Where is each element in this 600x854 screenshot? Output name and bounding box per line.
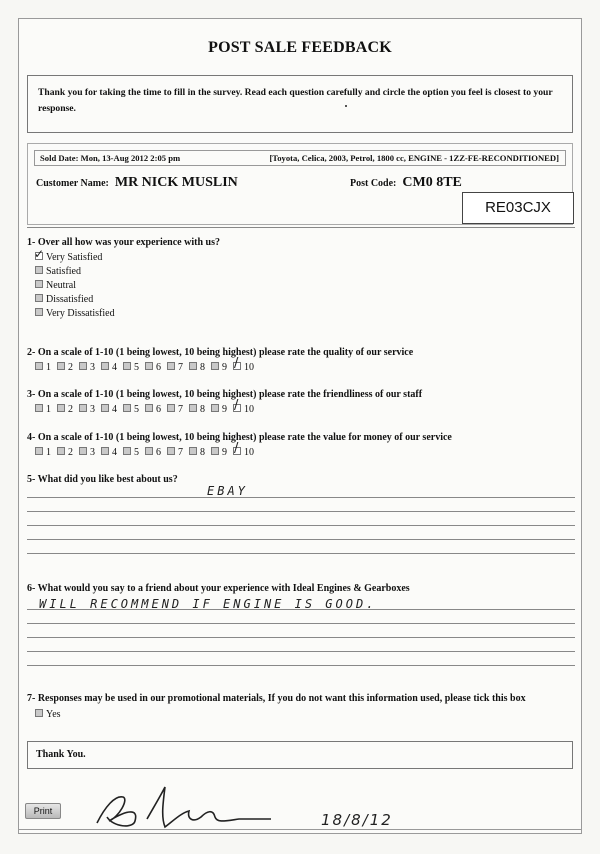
signature-date: 18/8/12 xyxy=(321,811,393,829)
postcode-label: Post Code: xyxy=(350,178,397,189)
scale-option-label: 3 xyxy=(90,447,95,458)
scale-option-label: 4 xyxy=(112,447,117,458)
checkbox[interactable] xyxy=(189,362,197,370)
checkbox[interactable] xyxy=(233,441,241,456)
scale-option-label: 3 xyxy=(90,404,95,415)
q1-option-label: Very Satisfied xyxy=(46,252,103,263)
scale-option[interactable] xyxy=(189,404,205,415)
scale-option-label: 10 xyxy=(244,362,254,373)
answer-line xyxy=(27,609,575,610)
postcode: CM0 8TE xyxy=(402,175,462,190)
q1-option-label: Dissatisfied xyxy=(46,294,94,305)
checkbox[interactable] xyxy=(233,398,241,413)
q6-handwritten-answer: WILL RECOMMEND IF ENGINE IS GOOD. xyxy=(39,597,377,611)
checkbox[interactable] xyxy=(79,404,87,412)
answer-line xyxy=(27,553,575,554)
scale-option-label: 9 xyxy=(222,447,227,458)
checkbox[interactable] xyxy=(189,404,197,412)
scale-option[interactable] xyxy=(233,356,254,373)
q4-scale xyxy=(35,441,254,458)
checkbox[interactable] xyxy=(35,447,43,455)
scale-option[interactable] xyxy=(35,404,51,415)
scale-option[interactable] xyxy=(145,362,161,373)
checkbox[interactable] xyxy=(35,709,43,717)
scale-option[interactable] xyxy=(101,447,117,458)
answer-line xyxy=(27,665,575,666)
checkbox[interactable] xyxy=(35,266,43,274)
scale-option[interactable] xyxy=(79,447,95,458)
answer-line xyxy=(27,497,575,498)
scale-option-label: 4 xyxy=(112,362,117,373)
checkbox[interactable] xyxy=(35,294,43,302)
checkbox[interactable] xyxy=(211,404,219,412)
checkbox[interactable] xyxy=(35,362,43,370)
question-3: 3- On a scale of 1-10 (1 being lowest, 10 being highest) please rate the friendliness of our staff xyxy=(27,389,423,400)
registration-box: RE03CJX xyxy=(462,192,574,224)
answer-line xyxy=(27,637,575,638)
scale-option-label: 5 xyxy=(134,404,139,415)
answer-line xyxy=(27,511,575,512)
scale-option[interactable] xyxy=(57,362,73,373)
scale-option-label: 1 xyxy=(46,362,51,373)
answer-line xyxy=(27,525,575,526)
q3-scale xyxy=(35,398,254,415)
scale-option-label: 3 xyxy=(90,362,95,373)
checkbox[interactable] xyxy=(123,362,131,370)
scale-option-label: 9 xyxy=(222,404,227,415)
checkbox[interactable] xyxy=(167,362,175,370)
scale-option[interactable] xyxy=(123,447,139,458)
feedback-form xyxy=(18,18,582,834)
scale-option-label: 7 xyxy=(178,404,183,415)
scale-option[interactable] xyxy=(167,447,183,458)
question-7: 7- Responses may be used in our promotional materials, If you do not want this information used, please tick this box xyxy=(27,693,526,704)
answer-line xyxy=(27,539,575,540)
signature xyxy=(89,777,279,835)
page-title: POST SALE FEEDBACK xyxy=(208,39,392,56)
scale-option-label: 5 xyxy=(134,447,139,458)
scale-option[interactable] xyxy=(189,447,205,458)
scale-option[interactable] xyxy=(79,362,95,373)
answer-line xyxy=(27,623,575,624)
scale-option-label: 6 xyxy=(156,362,161,373)
question-5: 5- What did you like best about us? xyxy=(27,474,178,485)
checkbox[interactable] xyxy=(211,447,219,455)
question-2: 2- On a scale of 1-10 (1 being lowest, 10 being highest) please rate the quality of our service xyxy=(27,347,414,358)
postcode-row xyxy=(350,175,462,191)
footer-rule xyxy=(19,829,581,830)
checkbox[interactable] xyxy=(167,404,175,412)
slash-mark-icon: / xyxy=(234,441,239,456)
scale-option-label: 8 xyxy=(200,404,205,415)
scale-option-label: 7 xyxy=(178,362,183,373)
scale-option[interactable] xyxy=(57,404,73,415)
checkbox[interactable] xyxy=(167,447,175,455)
q1-option[interactable] xyxy=(35,266,81,277)
thank-you-box: Thank You. xyxy=(27,741,573,769)
scale-option-label: 4 xyxy=(112,404,117,415)
scale-option-label: 10 xyxy=(244,404,254,415)
scale-option-label: 5 xyxy=(134,362,139,373)
checkbox[interactable] xyxy=(123,404,131,412)
scale-option[interactable] xyxy=(167,404,183,415)
scale-option-label: 1 xyxy=(46,447,51,458)
sale-info-box xyxy=(27,143,573,225)
question-1: 1- Over all how was your experience with us? xyxy=(27,237,220,248)
sold-date: Sold Date: Mon, 13-Aug 2012 2:05 pm xyxy=(40,153,181,163)
scale-option[interactable] xyxy=(35,447,51,458)
q1-option-label: Neutral xyxy=(46,280,76,291)
scale-option-label: 2 xyxy=(68,404,73,415)
scale-option[interactable] xyxy=(101,362,117,373)
answer-line xyxy=(27,651,575,652)
checkbox[interactable] xyxy=(145,362,153,370)
intro-box: Thank you for taking the time to fill in the survey. Read each question carefully and circle the option you feel is closest to your response. xyxy=(27,75,573,133)
scale-option-label: 8 xyxy=(200,447,205,458)
q1-option[interactable] xyxy=(34,247,103,263)
sale-line xyxy=(34,150,566,166)
scale-option-label: 9 xyxy=(222,362,227,373)
q1-option[interactable] xyxy=(35,294,93,305)
scale-option[interactable] xyxy=(233,441,254,458)
customer-name: MR NICK MUSLIN xyxy=(114,175,238,190)
print-button[interactable]: Print xyxy=(25,803,61,819)
q7-option-label: Yes xyxy=(46,709,61,720)
scale-option-label: 7 xyxy=(178,447,183,458)
checkbox[interactable] xyxy=(79,362,87,370)
checkbox[interactable] xyxy=(57,447,65,455)
question-6: 6- What would you say to a friend about your experience with Ideal Engines & Gearboxes xyxy=(27,583,410,594)
scale-option[interactable] xyxy=(79,404,95,415)
scale-option[interactable] xyxy=(167,362,183,373)
q1-option-label: Very Dissatisfied xyxy=(46,308,115,319)
scale-option[interactable] xyxy=(211,447,227,458)
question-4: 4- On a scale of 1-10 (1 being lowest, 10 being highest) please rate the value for money of our service xyxy=(27,432,452,443)
scale-option-label: 10 xyxy=(244,447,254,458)
scale-option-label: 2 xyxy=(68,362,73,373)
tick-mark-icon: ✓ xyxy=(34,247,45,261)
checkbox[interactable] xyxy=(57,404,65,412)
q5-handwritten-answer: EBAY xyxy=(207,484,248,498)
scale-option[interactable] xyxy=(101,404,117,415)
q1-option-label: Satisfied xyxy=(46,266,81,277)
checkbox[interactable] xyxy=(101,362,109,370)
checkbox[interactable] xyxy=(101,447,109,455)
q2-scale xyxy=(35,356,254,373)
vehicle-details: [Toyota, Celica, 2003, Petrol, 1800 cc, ENGINE - 1ZZ-FE-RECONDITIONED] xyxy=(269,153,559,163)
q1-option[interactable] xyxy=(35,308,115,319)
scale-option-label: 6 xyxy=(156,447,161,458)
checkbox[interactable] xyxy=(57,362,65,370)
scale-option[interactable] xyxy=(145,447,161,458)
scale-option-label: 6 xyxy=(156,404,161,415)
customer-name-row xyxy=(36,175,238,191)
checkbox[interactable] xyxy=(233,356,241,371)
scale-option[interactable] xyxy=(189,362,205,373)
scale-option-label: 1 xyxy=(46,404,51,415)
scale-option[interactable] xyxy=(123,404,139,415)
checkbox[interactable] xyxy=(211,362,219,370)
q7-option[interactable] xyxy=(35,709,61,720)
checkbox[interactable] xyxy=(34,247,45,261)
checkbox[interactable] xyxy=(35,280,43,288)
scale-option-label: 8 xyxy=(200,362,205,373)
checkbox[interactable] xyxy=(79,447,87,455)
checkbox[interactable] xyxy=(35,404,43,412)
checkbox[interactable] xyxy=(101,404,109,412)
scale-option-label: 2 xyxy=(68,447,73,458)
checkbox[interactable] xyxy=(35,308,43,316)
checkbox[interactable] xyxy=(145,447,153,455)
scale-option[interactable] xyxy=(35,362,51,373)
scale-option[interactable] xyxy=(145,404,161,415)
divider xyxy=(27,227,575,228)
q1-option[interactable] xyxy=(35,280,76,291)
speck xyxy=(345,105,347,107)
scale-option[interactable] xyxy=(57,447,73,458)
scale-option[interactable] xyxy=(211,362,227,373)
scale-option[interactable] xyxy=(211,404,227,415)
slash-mark-icon: / xyxy=(234,356,239,371)
checkbox[interactable] xyxy=(123,447,131,455)
scale-option[interactable] xyxy=(123,362,139,373)
checkbox[interactable] xyxy=(189,447,197,455)
scale-option[interactable] xyxy=(233,398,254,415)
slash-mark-icon: / xyxy=(234,398,239,413)
customer-name-label: Customer Name: xyxy=(36,178,109,189)
checkbox[interactable] xyxy=(145,404,153,412)
